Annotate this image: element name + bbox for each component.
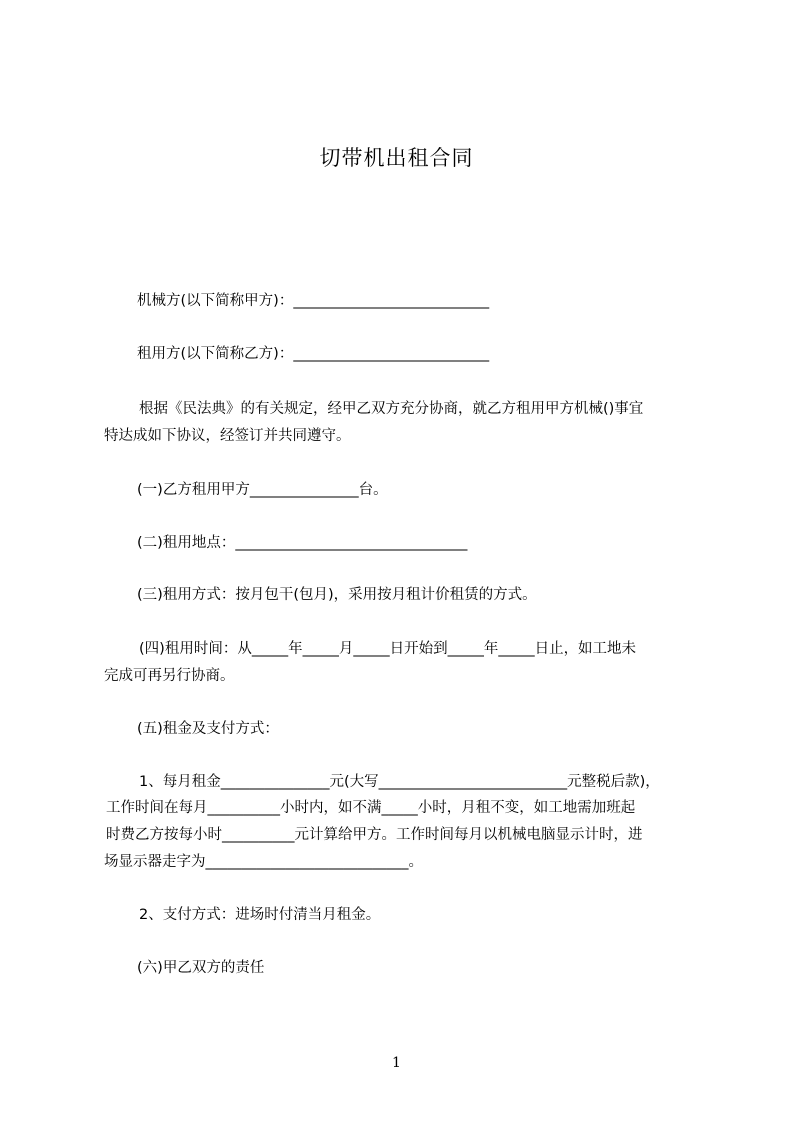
clause-5-1-line-1: 1、每月租金_______________元(大写__________________________元整税后款)， bbox=[139, 774, 660, 790]
clause-2: (二)租用地点：________________________________ bbox=[137, 535, 468, 551]
page-number: 1 bbox=[392, 1055, 401, 1071]
party-b-line: 租用方(以下简称乙方)：___________________________ bbox=[137, 346, 490, 362]
clause-6: (六)甲乙双方的责任 bbox=[137, 960, 265, 976]
intro-line-2: 特达成如下协议，经签订并共同遵守。 bbox=[104, 428, 351, 444]
clause-5-1-line-3: 时费乙方按每小时__________元计算给甲方。工作时间每月以机械电脑显示计时，进 bbox=[106, 827, 643, 843]
clause-5-2: 2、支付方式：进场时付清当月租金。 bbox=[139, 907, 381, 923]
clause-5: (五)租金及支付方式： bbox=[137, 721, 279, 737]
clause-5-1-line-4: 场显示器走字为____________________________。 bbox=[104, 854, 423, 870]
clause-3: (三)租用方式：按月包干(包月)，采用按月租计价租赁的方式。 bbox=[137, 587, 537, 603]
clause-1: (一)乙方租用甲方_______________台。 bbox=[137, 482, 388, 498]
clause-5-1-line-2: 工作时间在每月__________小时内，如不满_____小时，月租不变，如工地需加班起 bbox=[106, 800, 636, 816]
document-title: 切带机出租合同 bbox=[319, 146, 474, 170]
clause-4-line-2: 完成可再另行协商。 bbox=[104, 668, 235, 684]
intro-line-1: 根据《民法典》的有关规定，经甲乙双方充分协商，就乙方租用甲方机械()事宜 bbox=[139, 401, 644, 417]
party-a-line: 机械方(以下简称甲方)：___________________________ bbox=[137, 293, 490, 309]
clause-4-line-1: (四)租用时间：从_____年_____月_____日开始到_____年_____日止，如工地未 bbox=[139, 641, 637, 657]
